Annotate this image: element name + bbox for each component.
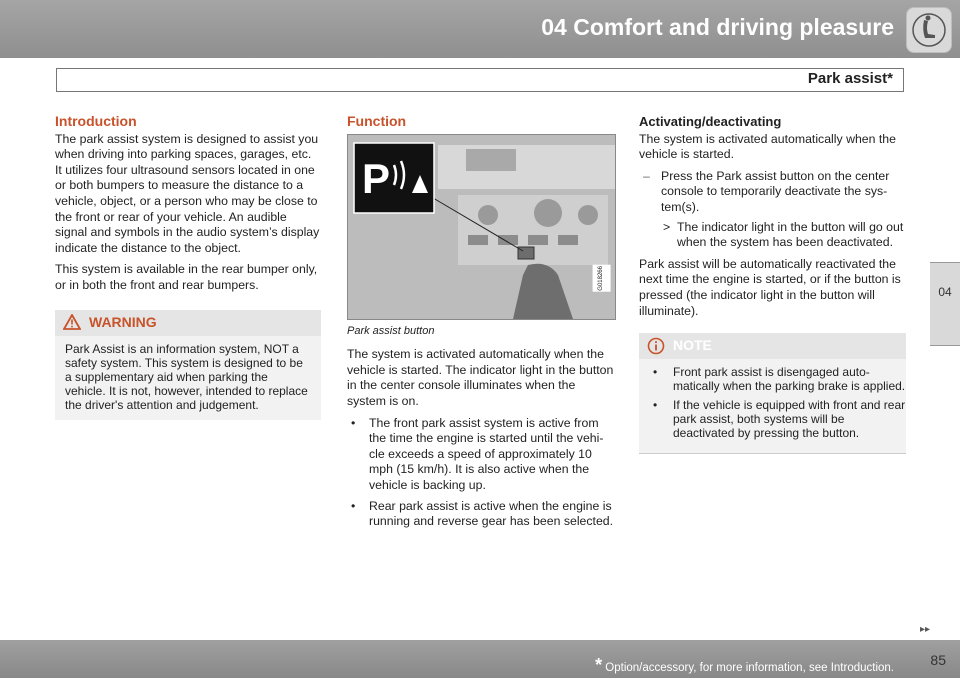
section-bar [56, 68, 904, 92]
introduction-column [55, 114, 321, 420]
chapter-title: 04 Comfort and driving pleasure [541, 14, 894, 40]
list-item: • If the vehicle is equipped with front and rear park assist, both systems will be deactivated by pressing the button. [639, 398, 906, 440]
list-item: • The front park assist system is active from the time the engine is started until the vehicle exceeds a speed of approximately 10 mph (15 km/h). It is also active when the vehicle is backing up. [347, 416, 615, 494]
info-icon [647, 337, 665, 355]
function-bullet-list [347, 416, 615, 530]
note-label: NOTE [673, 337, 712, 354]
page-footer [0, 640, 960, 678]
function-column [347, 114, 615, 535]
introduction-heading: Introduction [55, 113, 137, 129]
page-number: 85 [930, 652, 946, 668]
warning-label: WARNING [89, 313, 157, 330]
footer-note-text: Option/accessory, for more information, see Introduction. [605, 662, 894, 674]
warning-box [55, 310, 321, 420]
activation-paragraph-2: Park assist will be automatically reactivated the next time the engine is started, or if the button is pressed (the indicator light in the button will illuminate). [639, 256, 901, 318]
figure-code: G018266 [593, 265, 611, 292]
activation-heading: Activating/deactivating [639, 114, 782, 129]
deactivate-step: – Press the Park assist button on the center console to temporarily deactivate the system(s). [639, 169, 906, 216]
function-heading: Function [347, 113, 407, 129]
seat-icon [906, 7, 952, 53]
figure-caption: Park assist button [347, 324, 435, 337]
page-header [0, 0, 960, 58]
section-title: Park assist* [807, 70, 893, 87]
warning-triangle-icon [63, 314, 81, 330]
introduction-paragraph-2: This system is available in the rear bumper only, or in both the front and rear bumpers. [55, 262, 318, 292]
warning-text: Park Assist is an information system, NOT a safety system. This system is designed to be a supplementary aid when parking the vehicle. It is not, however, intended to replace the driver's attention and judgement. [65, 341, 308, 412]
step-result: > The indicator light in the button will go out when the system has been deactivated. [639, 220, 906, 251]
note-header [639, 333, 906, 359]
introduction-paragraph-1: The park assist system is designed to assist you when driving into parking spaces, garages, etc. It utilizes four ultrasound sensors located in one or both bumpers to measure the distance to a vehicle, object, or a person who may be close to the front or rear of your vehicle. An audible signal and symbols in the audio system’s display indicate the distance to the object. [55, 131, 320, 255]
activation-column [639, 114, 906, 454]
list-item: • Front park assist is disengaged automatically when the parking brake is applied. [639, 365, 906, 393]
svg-text:P: P [362, 154, 391, 202]
footer-note [595, 655, 894, 676]
activation-paragraph-1: The system is activated automatically when the vehicle is started. [639, 131, 896, 162]
warning-header [55, 310, 321, 336]
note-box [639, 333, 906, 454]
list-item: • Rear park assist is active when the engine is running and reverse gear has been selected. [347, 499, 615, 530]
chapter-tab-label: 04 [938, 285, 952, 299]
chapter-tab [930, 262, 960, 346]
continue-arrows-icon: ▸▸ [919, 624, 930, 635]
function-paragraph: The system is activated automatically when the vehicle is started. The indicator light in the button in the center console illuminates when the system is on. [347, 347, 614, 408]
footer-asterisk: * [595, 655, 603, 675]
console-photo [347, 134, 616, 320]
note-bullet-list [639, 359, 906, 440]
